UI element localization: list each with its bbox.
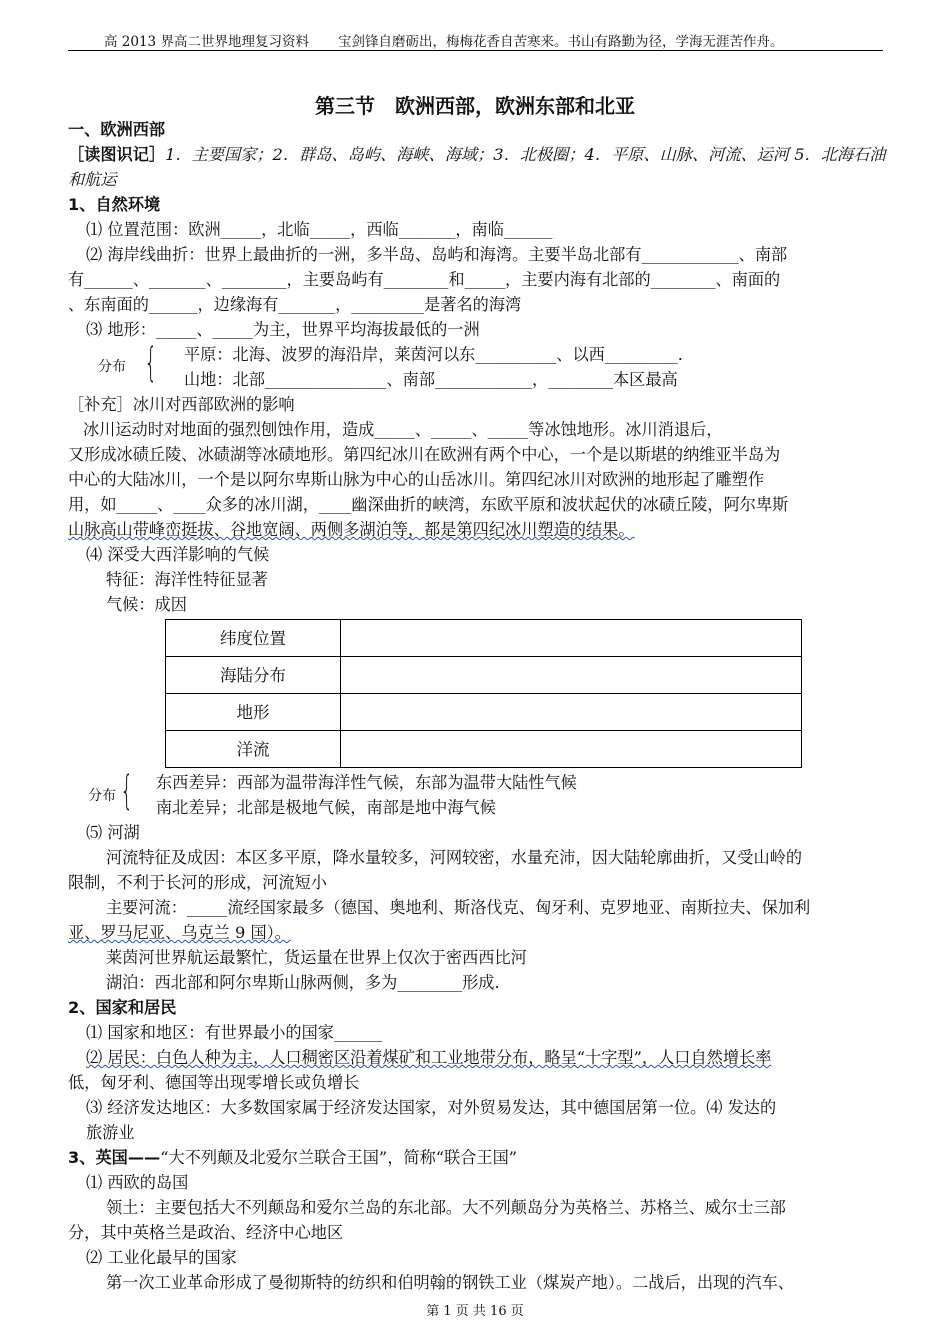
text-line: 第一次工业革命形成了曼彻斯特的纺织和伯明翰的钢铁工业（煤炭产地）。二战后，出现的汽车、 [106, 1273, 794, 1292]
page-footer: 第 1 页 共 16 页 [426, 1304, 524, 1319]
header-right: 宝剑锋自磨砺出，梅梅花香自苦寒来。书山有路勤为径，学海无涯苦作舟。 [338, 34, 784, 50]
subsection-uk: 3、英国——“大不列颠及北爱尔兰联合王国”，简称“联合王国” [68, 1148, 518, 1167]
climate-distribution [88, 770, 894, 820]
table-cell: 纬度位置 [166, 620, 341, 657]
text-line: ⑵ 工业化最早的国家 [86, 1248, 237, 1267]
text-line: 特征：海洋性特征显著 [106, 570, 268, 589]
text-line: ⑴ 西欧的岛国 [86, 1173, 189, 1192]
read-map-prefix: ［读图识记］ [68, 145, 166, 164]
subsection-nature: 1、自然环境 [68, 195, 161, 214]
text-line: 、东南面的______，边缘海有_______，_________是著名的海湾 [68, 295, 522, 314]
text-line: 有______、_______、________，主要岛屿有________和_____，主要内海有北部的________、南面的 [68, 270, 781, 289]
document-body [68, 117, 894, 1295]
brace-icon: { [144, 340, 158, 386]
table-row [166, 694, 802, 731]
text-line: ⑴ 国家和地区：有世界最小的国家______ [86, 1023, 383, 1042]
answer-cell[interactable] [341, 657, 802, 694]
table-cell: 地形 [166, 694, 341, 731]
text-line: 分，其中英格兰是政治、经济中心地区 [68, 1223, 344, 1242]
table-cell: 洋流 [166, 731, 341, 768]
text-line: ⑶ 经济发达地区：大多数国家属于经济发达国家，对外贸易发达，其中德国居第一位。⑷ 发达的 [86, 1098, 777, 1117]
climate-cause-table [165, 619, 802, 768]
page-title: 第三节 欧洲西部，欧洲东部和北亚 [315, 94, 635, 118]
text-line: 限制，不利于长河的形成，河流短小 [68, 873, 327, 892]
brace-icon: { [120, 768, 134, 814]
text-line: 主要河流：_____流经国家最多（德国、奥地利、斯洛伐克、匈牙利、克罗地亚、南斯拉夫、保加利 [106, 898, 811, 917]
terrain-distribution [98, 342, 894, 392]
text-line: 山脉高山带峰峦挺拔、谷地宽阔、两侧多湖泊等，都是第四纪冰川塑造的结果。 [68, 520, 635, 539]
read-map-line-2: 和航运 [68, 170, 117, 189]
table-row [166, 731, 802, 768]
text-line: 气候：成因 [106, 595, 187, 614]
section-heading-western-europe: 一、欧洲西部 [68, 120, 166, 139]
text-line: 用，如_____、____众多的冰川湖，____幽深曲折的峡湾，东欧平原和波状起伏的冰碛丘陵，阿尔卑斯 [68, 495, 789, 514]
text-line: ⑵ 海岸线曲折：世界上最曲折的一洲，多半岛、岛屿和海湾。主要半岛北部有____________、南部 [86, 245, 788, 264]
answer-cell[interactable] [341, 731, 802, 768]
text-line: ⑵ 居民：白色人种为主，人口稠密区沿着煤矿和工业地带分布，略呈“十字型”，人口自然增长率 [86, 1048, 772, 1067]
table-row [166, 657, 802, 694]
text-line: 平原：北海、波罗的海沿岸，莱茵河以东__________、以西_________. [184, 345, 683, 364]
text-line: ⑶ 地形：_____、_____为主，世界平均海拔最低的一洲 [86, 320, 480, 339]
text-line: 山地：北部_______________、南部____________，________本区最高 [184, 370, 678, 389]
text-line: 东西差异：西部为温带海洋性气候，东部为温带大陆性气候 [156, 773, 577, 792]
text-line: 又形成冰碛丘陵、冰碛湖等冰碛地形。第四纪冰川在欧洲有两个中心，一个是以斯堪的纳维亚半岛为 [68, 445, 781, 464]
text-line: 低，匈牙利、德国等出现零增长或负增长 [68, 1073, 360, 1092]
text-line: 领土：主要包括大不列颠岛和爱尔兰岛的东北部。大不列颠岛分为英格兰、苏格兰、威尔士三部 [106, 1198, 786, 1217]
read-map-body: 1．主要国家；2．群岛、岛屿、海峡、海域；3．北极圈；4．平原、山脉、河流、运河 5．北海石油 [165, 145, 886, 164]
table-cell: 海陆分布 [166, 657, 341, 694]
read-map-line [68, 142, 894, 167]
text-line: ⑸ 河湖 [86, 823, 140, 842]
text-line: 河流特征及成因：本区多平原，降水量较多，河网较密，水量充沛，因大陆轮廓曲折，又受山岭的 [106, 848, 803, 867]
text-line: 莱茵河世界航运最繁忙，货运量在世界上仅次于密西西比河 [106, 948, 527, 967]
header-left: 高 2013 界高二世界地理复习资料 [104, 34, 309, 50]
text-line: 亚、罗马尼亚、乌克兰 9 国）。 [68, 923, 291, 942]
text-line: 旅游业 [86, 1123, 135, 1142]
distribution-label: 分布 [88, 788, 116, 804]
answer-cell[interactable] [341, 694, 802, 731]
text-line: 南北差异；北部是极地气候，南部是地中海气候 [156, 798, 496, 817]
text-line: ⑷ 深受大西洋影响的气候 [86, 545, 270, 564]
distribution-label: 分布 [98, 359, 126, 375]
supplement-heading: ［补充］冰川对西部欧洲的影响 [68, 395, 295, 414]
header-rule [68, 50, 883, 51]
text-line: 湖泊：西北部和阿尔卑斯山脉两侧，多为________形成. [106, 973, 500, 992]
answer-cell[interactable] [341, 620, 802, 657]
subsection-countries: 2、国家和居民 [68, 998, 177, 1017]
text-line: 冰川运动时对地面的强烈刨蚀作用，造成_____、_____、_____等冰蚀地形。冰川消退后， [83, 420, 723, 439]
text-line: ⑴ 位置范围：欧洲_____，北临_____，西临_______，南临______ [86, 220, 553, 239]
table-row [166, 620, 802, 657]
text-line: 中心的大陆冰川，一个是以阿尔卑斯山脉为中心的山岳冰川。第四纪冰川对欧洲的地形起了雕塑作 [68, 470, 765, 489]
